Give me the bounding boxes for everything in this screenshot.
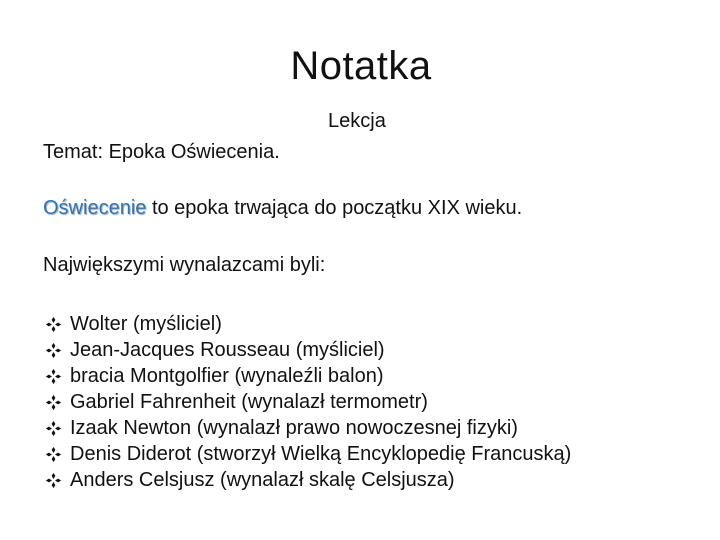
definition-line	[43, 195, 522, 221]
diamond-flower-icon	[45, 472, 62, 489]
inventors-list	[45, 311, 571, 493]
diamond-flower-icon	[45, 420, 62, 437]
list-item	[45, 363, 571, 389]
inventors-heading: Największymi wynalazcami byli:	[43, 254, 326, 276]
diamond-flower-icon	[45, 316, 62, 333]
subtitle: Lekcja	[328, 110, 386, 132]
list-item	[45, 311, 571, 337]
list-item-text: bracia Montgolfier (wynaleźli balon)	[70, 365, 384, 387]
list-item-text: Izaak Newton (wynalazł prawo nowoczesnej fizyki)	[70, 417, 518, 439]
definition-text: to epoka trwająca do początku XIX wieku.	[146, 197, 523, 219]
list-item	[45, 389, 571, 415]
page-title: Notatka	[290, 44, 432, 88]
diamond-flower-icon	[45, 368, 62, 385]
diamond-flower-icon	[45, 394, 62, 411]
list-item	[45, 441, 571, 467]
diamond-flower-icon	[45, 342, 62, 359]
list-item-text: Jean-Jacques Rousseau (myśliciel)	[70, 339, 385, 361]
list-item	[45, 337, 571, 363]
list-item	[45, 467, 571, 493]
list-item	[45, 415, 571, 441]
highlighted-term: Oświecenie	[43, 197, 147, 219]
diamond-flower-icon	[45, 446, 62, 463]
topic-line: Temat: Epoka Oświecenia.	[43, 141, 280, 163]
list-item-text: Gabriel Fahrenheit (wynalazł termometr)	[70, 391, 428, 413]
list-item-text: Wolter (myśliciel)	[70, 313, 222, 335]
list-item-text: Anders Celsjusz (wynalazł skalę Celsjusza)	[70, 469, 455, 491]
list-item-text: Denis Diderot (stworzył Wielką Encyklopedię Francuską)	[70, 443, 572, 465]
